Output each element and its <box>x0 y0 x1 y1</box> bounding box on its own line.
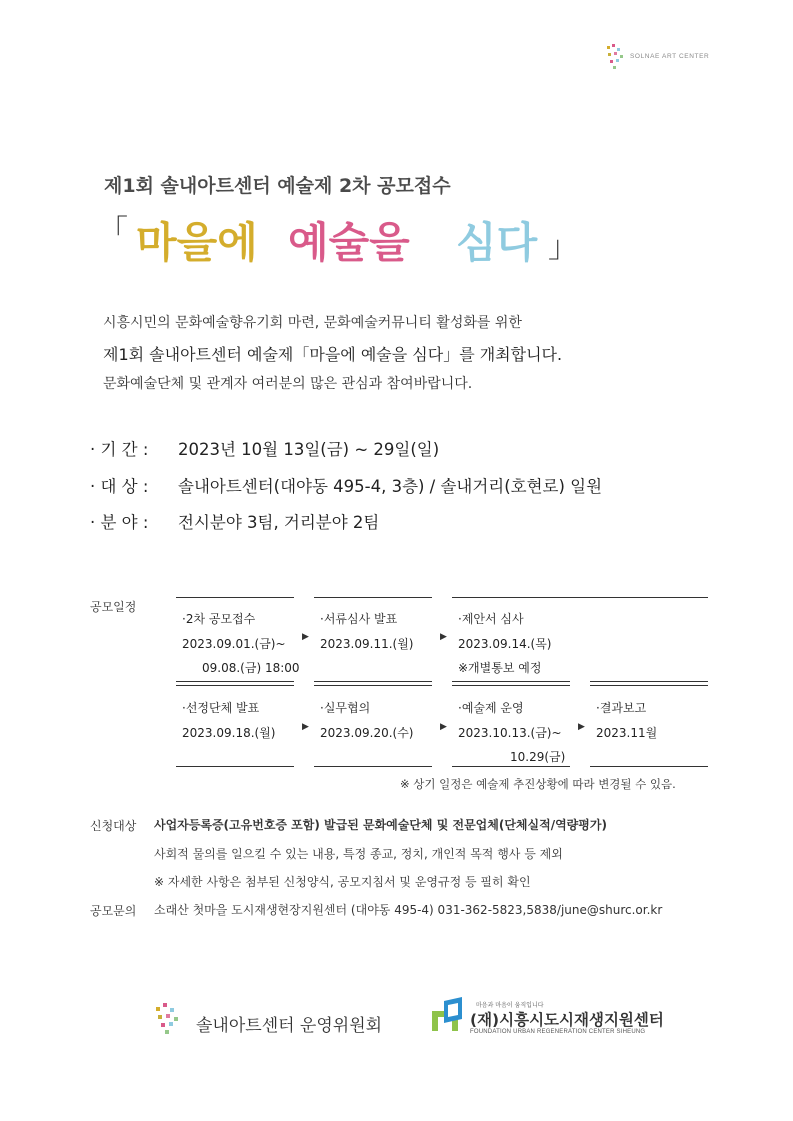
info-field <box>90 509 379 533</box>
foundation-slogan: 마음과 마음이 움직입니다 <box>476 1002 544 1009</box>
step-title: ·2차 공모접수 <box>182 612 256 626</box>
info-field-label: · 분 야 : <box>90 513 149 532</box>
solnae-footer-logo <box>152 1001 186 1037</box>
schedule-step-2 <box>314 597 432 687</box>
info-period <box>90 436 439 460</box>
step-date: 2023.11월 <box>596 726 658 740</box>
step-date: 2023.10.13.(금)~ <box>458 726 562 740</box>
title-close-bracket: 」 <box>548 230 578 265</box>
page-subtitle: 제1회 솔내아트센터 예술제 2차 공모접수 <box>104 175 451 197</box>
schedule-step-4 <box>176 687 294 767</box>
info-target-value: 솔내아트센터(대야동 495-4, 3층) / 솔내거리(호현로) 일원 <box>178 477 603 496</box>
step-date: 2023.09.11.(월) <box>320 637 414 651</box>
step-title: ·실무협의 <box>320 701 371 715</box>
arrow-icon: ▶ <box>440 722 447 732</box>
logo-text: SOLNAE ART CENTER <box>630 53 710 60</box>
arrow-icon: ▶ <box>440 632 447 642</box>
intro-line-2: 제1회 솔내아트센터 예술제「마을에 예술을 심다」를 개최합니다. <box>103 345 563 364</box>
solnae-logo-icon <box>604 42 628 74</box>
committee-name: 솔내아트센터 운영위원회 <box>196 1016 383 1036</box>
info-target-label: · 대 상 : <box>90 477 149 496</box>
foundation-english-name: FOUNDATION URBAN REGENERATION CENTER SIHEUNG <box>470 1029 646 1035</box>
step-title: ·예술제 운영 <box>458 701 524 715</box>
step-title: ·서류심사 발표 <box>320 612 398 626</box>
schedule-step-5 <box>314 687 432 767</box>
title-word-2: 예술을 <box>288 218 410 267</box>
step-title: ·선정단체 발표 <box>182 701 260 715</box>
schedule-note: ※ 상기 일정은 예술제 추진상황에 따라 변경될 수 있음. <box>400 777 676 791</box>
intro-line-1: 시흥시민의 문화예술향유기회 마련, 문화예술커뮤니티 활성화를 위한 <box>103 315 522 331</box>
step-title: ·제안서 심사 <box>458 612 524 626</box>
foundation-name: (재)시흥시도시재생지원센터 <box>470 1011 664 1029</box>
arrow-icon: ▶ <box>578 722 585 732</box>
eligibility-main: 사업자등록증(고유번호증 포함) 발급된 문화예술단체 및 전문업체(단체실적/역량평가) <box>154 818 607 832</box>
eligibility-label: 신청대상 <box>90 819 137 833</box>
title-open-bracket: 「 <box>98 214 128 249</box>
schedule-step-7 <box>590 687 708 767</box>
step-date: 2023.09.18.(월) <box>182 726 276 740</box>
schedule-label: 공모일정 <box>90 600 137 614</box>
arrow-icon: ▶ <box>302 632 309 642</box>
info-period-value: 2023년 10월 13일(금) ~ 29일(일) <box>178 440 440 459</box>
foundation-logo-icon <box>430 997 468 1033</box>
eligibility-note: ※ 자세한 사항은 첨부된 신청양식, 공모지침서 및 운영규정 등 필히 확인 <box>154 875 531 889</box>
arrow-icon: ▶ <box>302 722 309 732</box>
eligibility-exclusion: 사회적 물의를 일으킬 수 있는 내용, 특정 종교, 정치, 개인적 목적 행사 등 제외 <box>154 847 563 861</box>
info-period-label: · 기 간 : <box>90 440 149 459</box>
solnae-logo-icon <box>152 1001 186 1037</box>
title-word-1: 마을에 <box>136 218 258 267</box>
step-date: 09.08.(금) 18:00 <box>202 661 300 675</box>
schedule-step-1 <box>176 597 300 687</box>
step-title: ·결과보고 <box>596 701 647 715</box>
contact-label: 공모문의 <box>90 904 137 918</box>
step-date: 2023.09.01.(금)~ <box>182 637 286 651</box>
step-date: 2023.09.14.(목) <box>458 637 552 651</box>
info-target <box>90 473 602 497</box>
step-date: 2023.09.20.(수) <box>320 726 414 740</box>
foundation-logo <box>430 997 468 1033</box>
title-word-3: 심다 <box>456 218 538 267</box>
contact-text: 소래산 첫마을 도시재생현장지원센터 (대야동 495-4) 031-362-5823,5838/june@shurc.or.kr <box>154 903 663 917</box>
solnae-art-center-logo <box>604 42 724 74</box>
intro-line-3: 문화예술단체 및 관계자 여러분의 많은 관심과 참여바랍니다. <box>103 376 473 392</box>
step-date: 10.29(금) <box>510 750 566 764</box>
info-field-value: 전시분야 3팀, 거리분야 2팀 <box>178 513 380 532</box>
schedule-step-6 <box>452 687 570 767</box>
step-note: ※개별통보 예정 <box>458 661 542 675</box>
schedule-step-3 <box>452 597 708 687</box>
